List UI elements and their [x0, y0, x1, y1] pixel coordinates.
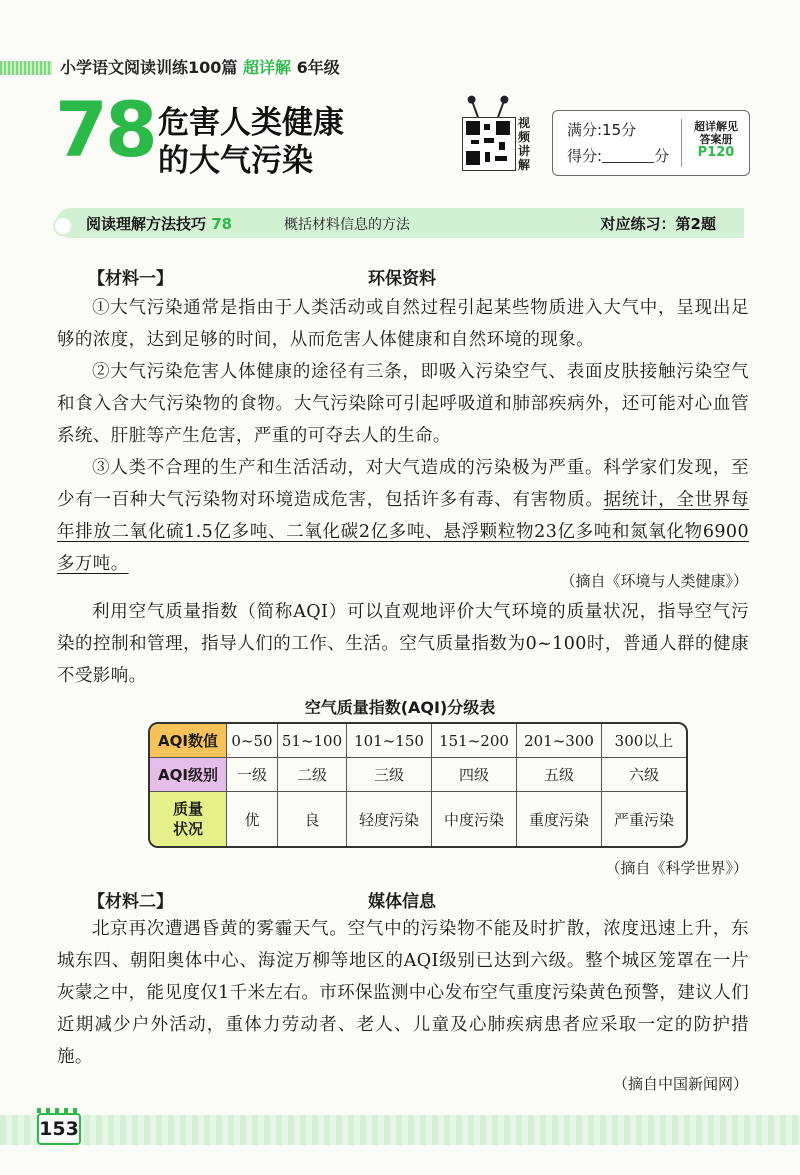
- lesson-number: 78: [55, 85, 155, 174]
- table-cell: 良: [278, 792, 347, 846]
- material2-label: 【材料二】: [88, 892, 173, 912]
- method-desc: 概括材料信息的方法: [284, 217, 410, 233]
- aqi-intro: 利用空气质量指数（简称AQI）可以直观地评价大气环境的质量状况，指导空气污染的控制和管理，指导人们的工作、生活。空气质量指数为0~100时，普通人群的健康不受影响。: [57, 602, 749, 686]
- material1-p3: ③人类不合理的生产和生活活动，对大气造成的污染极为严重。科学家们发现，至少有一百种大气污染物对环境造成危害，包括许多有毒、有害物质。据统计，全世界每年排放二氧化硫1.5亿多吨、二氧化碳2亿多吨、悬浮颗粒物23亿多吨和氮氧化物6900多万吨。: [57, 458, 749, 574]
- table-cell: 0~50: [227, 724, 278, 758]
- qr-code-icon[interactable]: [462, 117, 516, 171]
- table-cell: 51~100: [278, 724, 347, 758]
- book-grade: 6年级: [296, 58, 340, 77]
- table-cell: 轻度污染: [347, 792, 432, 846]
- aqi-table-title: 空气质量指数(AQI)分级表: [304, 698, 496, 717]
- table-cell: 中度污染: [432, 792, 517, 846]
- method-label: 阅读理解方法技巧 78: [86, 215, 233, 233]
- material2-heading: 媒体信息: [368, 892, 436, 912]
- book-header: [60, 55, 340, 78]
- table-cell: 二级: [278, 758, 347, 792]
- answer-reference: 超详解见 答案册 P120: [685, 120, 747, 159]
- table-cell: 严重污染: [613, 810, 674, 829]
- full-score: 满分:15分: [567, 121, 637, 139]
- aqi-table-source: （摘自《科学世界》）: [605, 859, 748, 877]
- table-cell: 101~150: [347, 724, 432, 758]
- antenna-icon: [471, 100, 479, 118]
- header-decoration: [0, 61, 52, 75]
- table-cell: 五级: [517, 758, 602, 792]
- lesson-title: [158, 104, 344, 180]
- score-blank[interactable]: [602, 148, 654, 163]
- table-cell: 300以上: [602, 724, 686, 758]
- table-cell: 一级: [227, 758, 278, 792]
- qr-label: 视频讲解: [518, 116, 531, 172]
- table-cell: 六级: [602, 758, 686, 792]
- answer-page: P120: [697, 145, 735, 160]
- table-cell: 优: [227, 792, 278, 846]
- material1-heading: 环保资料: [368, 269, 436, 289]
- table-cell: 三级: [347, 758, 432, 792]
- lesson-title-line1: 危害人类健康: [158, 105, 344, 141]
- row-header: AQI数值: [150, 724, 227, 758]
- row-header: AQI级别: [150, 758, 227, 792]
- material2-p1: 北京再次遭遇昏黄的雾霾天气。空气中的污染物不能及时扩散，浓度迅速上升，东城东四、朝阳奥体中心、海淀万柳等地区的AQI级别已达到六级。整个城区笼罩在一片灰蒙之中，能见度仅1千米左右。市环保监测中心发布空气重度污染黄色预警，建议人们近期减少户外活动，重体力劳动者、老人、儿童及心肺疾病患者应采取一定的防护措施。: [57, 919, 749, 1067]
- bullet-icon: [53, 216, 73, 236]
- got-score: 得分: 分: [567, 147, 670, 165]
- method-bar: [56, 208, 744, 238]
- score-box: [552, 110, 750, 176]
- material1-label: 【材料一】: [88, 269, 173, 289]
- lesson-title-line2: 的大气污染: [158, 143, 313, 179]
- antenna-icon: [497, 100, 505, 118]
- table-cell: 四级: [432, 758, 517, 792]
- material1-source: （摘自《环境与人类健康》）: [560, 572, 748, 590]
- footer-decoration: [0, 1115, 800, 1145]
- score-divider: [681, 119, 682, 167]
- table-cell: 重度污染: [517, 792, 602, 846]
- row-header: 质量 状况: [150, 792, 227, 846]
- aqi-table: [148, 722, 688, 848]
- table-cell: 151~200: [432, 724, 517, 758]
- material2-source: （摘自中国新闻网）: [612, 1075, 748, 1093]
- underlined-text: 据统计，全世界每年排放二氧化硫1.5亿多吨、二氧化碳2亿多吨、悬浮颗粒物23亿多吨和氮氧化物6900多万吨。: [57, 490, 749, 574]
- material1-p1: ①大气污染通常是指由于人类活动或自然过程引起某些物质进入大气中，呈现出足够的浓度，达到足够的时间，从而危害人体健康和自然环境的现象。: [57, 298, 749, 350]
- page-number: 153: [37, 1113, 81, 1145]
- material1-p2: ②大气污染危害人体健康的途径有三条，即吸入污染空气、表面皮肤接触污染空气和食入含大气污染物的食物。大气污染除可引起呼吸道和肺部疾病外，还可能对心血管系统、肝脏等产生危害，严重的可夺去人的生命。: [57, 362, 749, 446]
- table-cell: 201~300: [517, 724, 602, 758]
- method-practice: 对应练习：第2题: [600, 215, 716, 233]
- book-title: 小学语文阅读训练100篇: [60, 58, 238, 77]
- book-accent: 超详解: [242, 58, 291, 77]
